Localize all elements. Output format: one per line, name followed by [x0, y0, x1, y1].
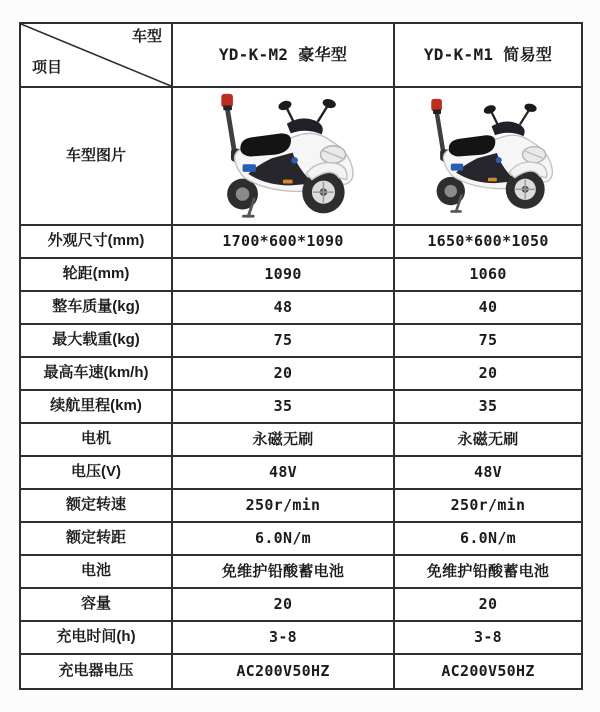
corner-label-item: 项目 [32, 58, 63, 76]
spec-value: 1060 [395, 259, 581, 292]
spec-value: 35 [395, 391, 581, 424]
spec-label: 充电时间(h) [21, 622, 173, 655]
spec-label: 容量 [21, 589, 173, 622]
spec-label: 最高车速(km/h) [21, 358, 173, 391]
spec-value: AC200V50HZ [173, 655, 395, 688]
scooter-photo-m2 [173, 88, 395, 226]
spec-value: 35 [173, 391, 395, 424]
corner-header-cell [21, 24, 173, 88]
spec-label: 轮距(mm) [21, 259, 173, 292]
spec-label: 额定转速 [21, 490, 173, 523]
model-header-m2: YD-K-M2 豪华型 [173, 24, 395, 88]
spec-value: 48 [173, 292, 395, 325]
spec-value: 3-8 [395, 622, 581, 655]
spec-value: 20 [173, 358, 395, 391]
corner-label-model: 车型 [131, 28, 162, 45]
spec-value: 永磁无刷 [173, 424, 395, 457]
spec-value: 1090 [173, 259, 395, 292]
spec-value: 40 [395, 292, 581, 325]
spec-value: 永磁无刷 [395, 424, 581, 457]
spec-value: 1650*600*1050 [395, 226, 581, 259]
spec-value: 6.0N/m [395, 523, 581, 556]
spec-value: 75 [395, 325, 581, 358]
spec-label: 续航里程(km) [21, 391, 173, 424]
image-row-label: 车型图片 [21, 88, 173, 226]
spec-value: 48V [173, 457, 395, 490]
spec-value: 3-8 [173, 622, 395, 655]
spec-value: 250r/min [395, 490, 581, 523]
spec-table [19, 22, 583, 690]
spec-value: AC200V50HZ [441, 662, 535, 681]
scooter-image-icon [410, 96, 566, 217]
spec-label: 额定转距 [21, 523, 173, 556]
spec-label: 电机 [21, 424, 173, 457]
spec-label: 整车质量(kg) [21, 292, 173, 325]
scooter-photo-m1 [395, 88, 581, 226]
spec-value: 6.0N/m [173, 523, 395, 556]
model-header-m1: YD-K-M1 简易型 [395, 24, 581, 88]
spec-value: 免维护铅酸蓄电池 [173, 556, 395, 589]
spec-label: 充电器电压 [21, 655, 173, 688]
spec-label: 最大载重(kg) [21, 325, 173, 358]
spec-label: 电压(V) [21, 457, 173, 490]
spec-value: 48V [395, 457, 581, 490]
spec-value: 免维护铅酸蓄电池 [395, 556, 581, 589]
spec-label: 电池 [21, 556, 173, 589]
spec-value: 20 [173, 589, 395, 622]
spec-value: 20 [395, 358, 581, 391]
spec-value: 250r/min [173, 490, 395, 523]
spec-label: 外观尺寸(mm) [21, 226, 173, 259]
scooter-image-icon [198, 91, 368, 222]
spec-value: 20 [395, 589, 581, 622]
spec-value: 75 [173, 325, 395, 358]
spec-value: 1700*600*1090 [173, 226, 395, 259]
